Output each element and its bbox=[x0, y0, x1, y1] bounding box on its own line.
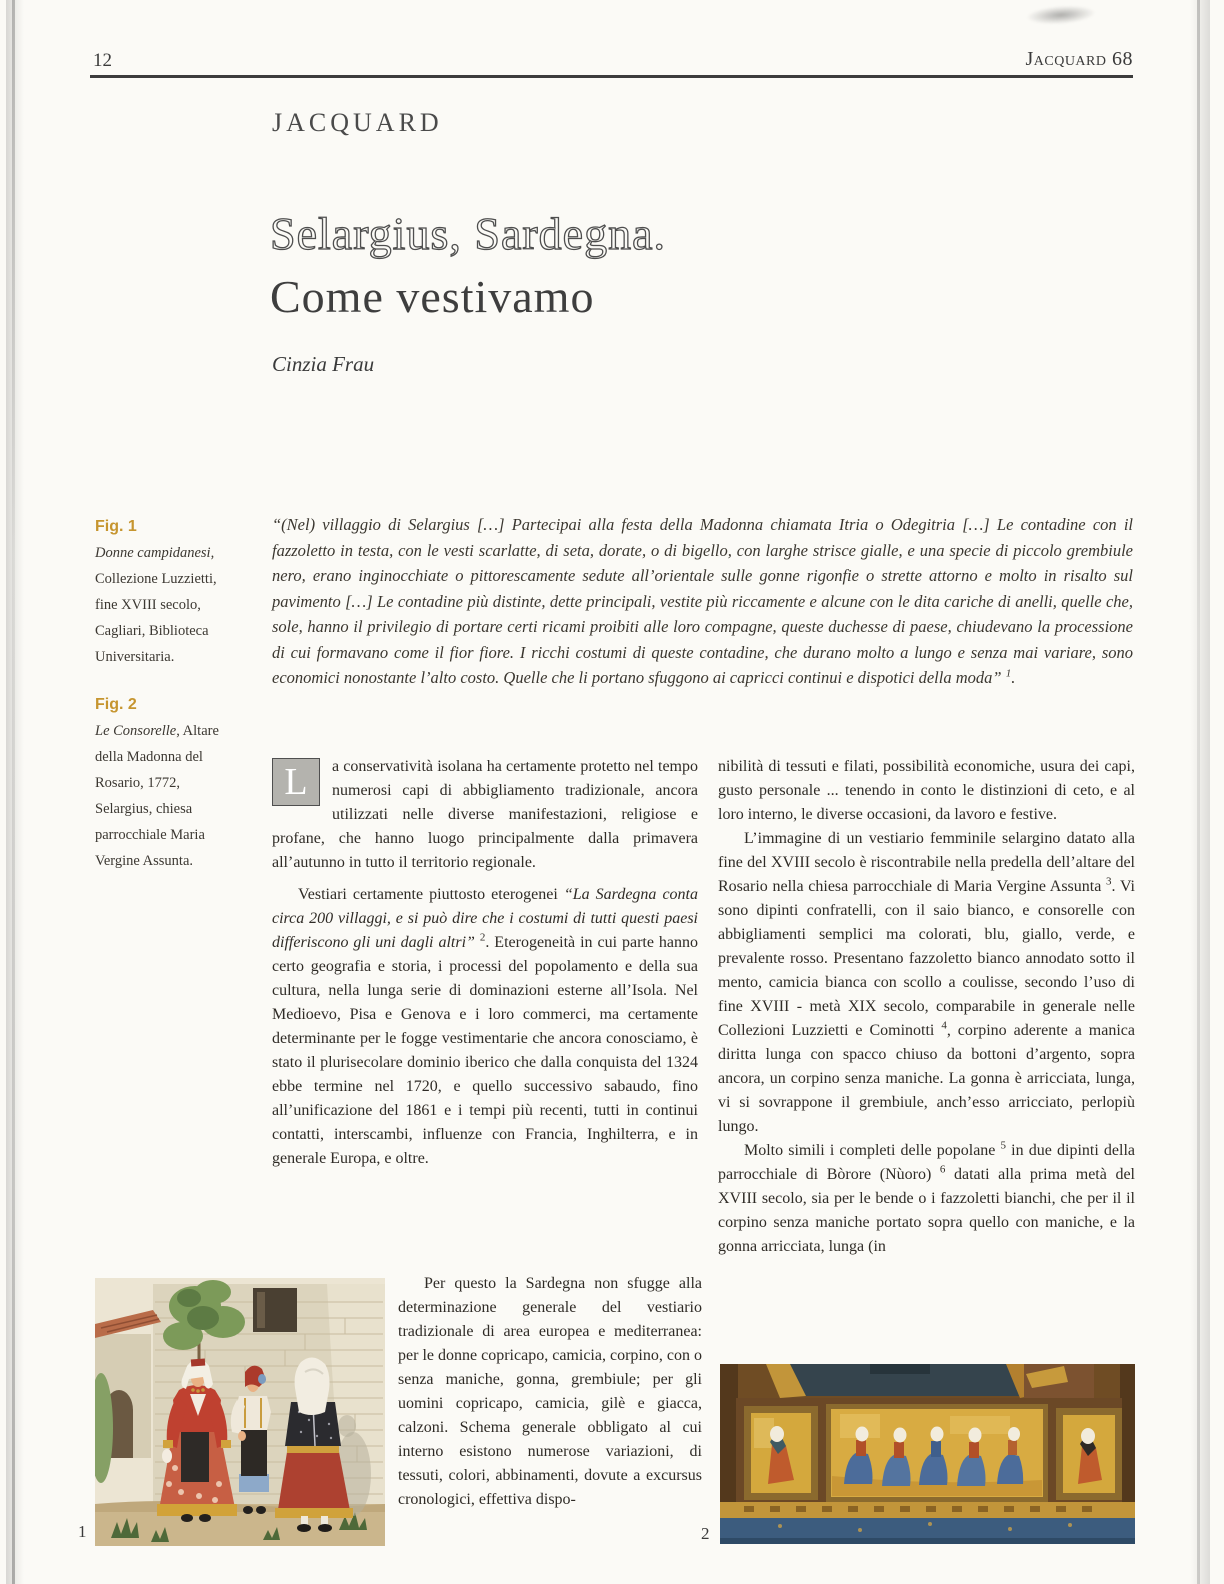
figure1-illustration bbox=[95, 1278, 385, 1546]
left-p2-rest: . Eterogeneità in cui parte hanno certo geografia e storia, i processi del popolamento e della sua cultura, nella lunga serie di dominazioni esterne all’Isola. Nel Medioevo, Pisa e Genova e i loro commerci, ma certamente determinante per le fogge vestimentarie che ancora conosciamo, è stato il plurisecolare dominio iberico che dalla conquista del 1324 ebbe termine nel 1720, e quello successivo sabaudo, fino all’unificazione del 1861 e i tempi più recenti, tutti in continui contatti, interscambi, influenze con Francia, Inghilterra, e in generale Europa, e oltre. bbox=[272, 934, 698, 1167]
right-p2-lead: L’immagine di un vestiario femminile selargino datato alla fine del XVIII secolo è riscontrabile nella predella dell’altare del Rosario nella chiesa parrocchiale di Maria Vergine Assunta bbox=[718, 830, 1135, 895]
fig1-caption-title: Donne campidanesi, bbox=[95, 545, 215, 561]
predella-molding bbox=[720, 1502, 1135, 1518]
left-paragraph-2 bbox=[272, 883, 698, 1171]
left-paragraph-1 bbox=[272, 755, 698, 875]
fig2-caption-rest: , Altare della Madonna del Rosario, 1772, Selargius, chiesa parrocchiale Maria Vergine Assunta. bbox=[95, 723, 219, 869]
right-paragraph-3 bbox=[718, 1139, 1135, 1259]
scan-line-left bbox=[12, 0, 15, 1584]
footnote-ref-4: 4 bbox=[941, 1019, 947, 1032]
dropcap-letter: L bbox=[284, 761, 308, 803]
lead-quote bbox=[272, 512, 1133, 691]
fig2-caption-title: Le Consorelle bbox=[95, 723, 177, 739]
figure1-number: 1 bbox=[78, 1522, 87, 1541]
right-p2-rest: , corpino aderente a manica diritta lunga con spacco chiuso da bottoni d’argento, sopra ancora, un corpino senza maniche. La gonna è arricciata, lunga, vi si sovrappone il grembiule, anch’esso arricciato, perlopiù lungo. bbox=[718, 1022, 1135, 1135]
journal-name: Jacquard 68 bbox=[1025, 48, 1133, 70]
scan-line-right bbox=[1197, 0, 1200, 1584]
footnote-ref-2: 2 bbox=[479, 931, 486, 944]
scan-smudge bbox=[1025, 4, 1096, 27]
right-p3-mid: in due dipinti della parrocchiale di Bòrore (Nùoro) bbox=[718, 1142, 1135, 1183]
fig1-label: Fig. 1 bbox=[95, 518, 137, 535]
article-title bbox=[270, 202, 666, 328]
article-author: Cinzia Frau bbox=[272, 352, 375, 376]
altar-base bbox=[720, 1518, 1135, 1544]
right-panel bbox=[1056, 1408, 1122, 1500]
left-p2-quote: “La Sardegna conta circa 200 villaggi, e si può dire che i costumi di tutti questi paesi differiscono gli uni dagli altri” bbox=[272, 886, 698, 951]
title-line-2: Come vestivamo bbox=[270, 271, 595, 322]
fig1-caption-block bbox=[95, 514, 237, 670]
lead-quote-period: . bbox=[1011, 668, 1016, 687]
altar-top bbox=[720, 1364, 1135, 1402]
dropcap-box bbox=[272, 758, 320, 806]
fig1-caption-rest: Collezione Luzzietti, fine XVIII secolo, Cagliari, Biblioteca Universitaria. bbox=[95, 571, 217, 665]
fig2-label: Fig. 2 bbox=[95, 696, 137, 713]
left-paragraph-3: Per questo la Sardegna non sfugge alla determinazione generale del vestiario tradizionale di area europea e mediterranea: per le donne copricapo, camicia, corpino, con o senza maniche, gonna, grembiule; per gli uomini copricapo, camicia, gilè e giacca, calzoni. Schema generale obbligato al cui interno esistono numerose variazioni, di tessuti, colori, abbinamenti, dovute a excursus cronologici, effettiva dispo- bbox=[398, 1275, 702, 1508]
footnote-ref-6: 6 bbox=[939, 1163, 946, 1176]
lead-quote-text: “(Nel) villaggio di Selargius […] Partecipai alla festa della Madonna chiamata Itria o Odegitria […] Le contadine con il fazzoletto in testa, con le vesti scarlatte, di seta, dorate, o di bigello, con larghe strisce gialle, e una specie di piccolo grembiule nero, erano inginocchiate o pittorescamente sedute all’orientale sulle gonne rigonfie o strette attorno e molto in risalto sul pavimento […] Le contadine più distinte, dette principali, vestite più riccamente e alcune con le dita cariche di anelli, quelle che, sole, hanno il privilegio di portare certi ricami proibiti alle loro compagne, queste duchesse di paese, chiudevano la processione di cui formavano come il fior fiore. I ricchi costumi di queste contadine, che durano molto a lungo e senza mai variare, sono economici nonostante l’alto costo. Quelle che li portano sfuggono ai capricci continui e dispotici della moda” bbox=[272, 515, 1133, 687]
right-p2-mid: . Vi sono dipinti confratelli, con il saio bianco, e consorelle con abbigliamenti semplici ma colorati, blu, giallo, verde, e prevalente rosso. Presentano fazzoletto bianco annodato sotto il mento, camicia bianca con scollo a coulisse, secondo l’uso di fine XVIII - metà XIX secolo, comparabile in generale nelle Collezioni Luzzietti e Cominotti bbox=[718, 878, 1136, 1039]
left-panel bbox=[744, 1406, 818, 1500]
figure-captions bbox=[95, 514, 237, 874]
footnote-ref-5: 5 bbox=[1000, 1139, 1007, 1152]
left-p2-lead: Vestiari certamente piuttosto eterogenei bbox=[298, 886, 564, 903]
right-paragraph-2 bbox=[718, 827, 1135, 1139]
figure2-number: 2 bbox=[701, 1524, 710, 1543]
right-p3-rest: datati alla prima metà del XVIII secolo, sia per le bende o i fazzoletti bianchi, che per il il corpino senza maniche portato sopra quello con maniche, e la gonna arricciata, lunga (in bbox=[718, 1166, 1136, 1255]
scan-streak-right bbox=[1190, 0, 1210, 1584]
header-rule bbox=[90, 75, 1133, 78]
quote-footnote-ref: 1 bbox=[1005, 667, 1012, 680]
right-paragraph-1: nibilità di tessuti e filati, possibilità economiche, usura dei capi, gusto personale ... tenendo in conto le distinzioni di ceto, e al loro interno, le diverse occasioni, da lavoro e festive. bbox=[718, 758, 1135, 823]
body-left-column bbox=[272, 755, 698, 1171]
body-continuation-column bbox=[398, 1272, 702, 1512]
figure2-photo bbox=[720, 1364, 1135, 1544]
scan-streak-left bbox=[6, 0, 24, 1584]
left-p1-text: a conservatività isolana ha certamente protetto nel tempo numerosi capi di abbigliamento tradizionale, ancora utilizzati nelle diverse manifestazioni, religiose e profane, che hanno luogo principalmente dalla primavera all’autunno in tutto il territorio regionale. bbox=[272, 758, 698, 871]
title-line-1: Selargius, Sardegna. bbox=[270, 208, 667, 259]
fig1-caption bbox=[95, 540, 237, 670]
right-p3-lead: Molto simili i completi delle popolane bbox=[744, 1142, 1001, 1159]
footnote-ref-3: 3 bbox=[1106, 875, 1112, 888]
fig2-caption bbox=[95, 718, 237, 874]
body-right-column bbox=[718, 755, 1135, 1259]
page-number: 12 bbox=[93, 50, 112, 71]
article-kicker: JACQUARD bbox=[272, 108, 443, 137]
fig2-caption-block bbox=[95, 692, 237, 874]
